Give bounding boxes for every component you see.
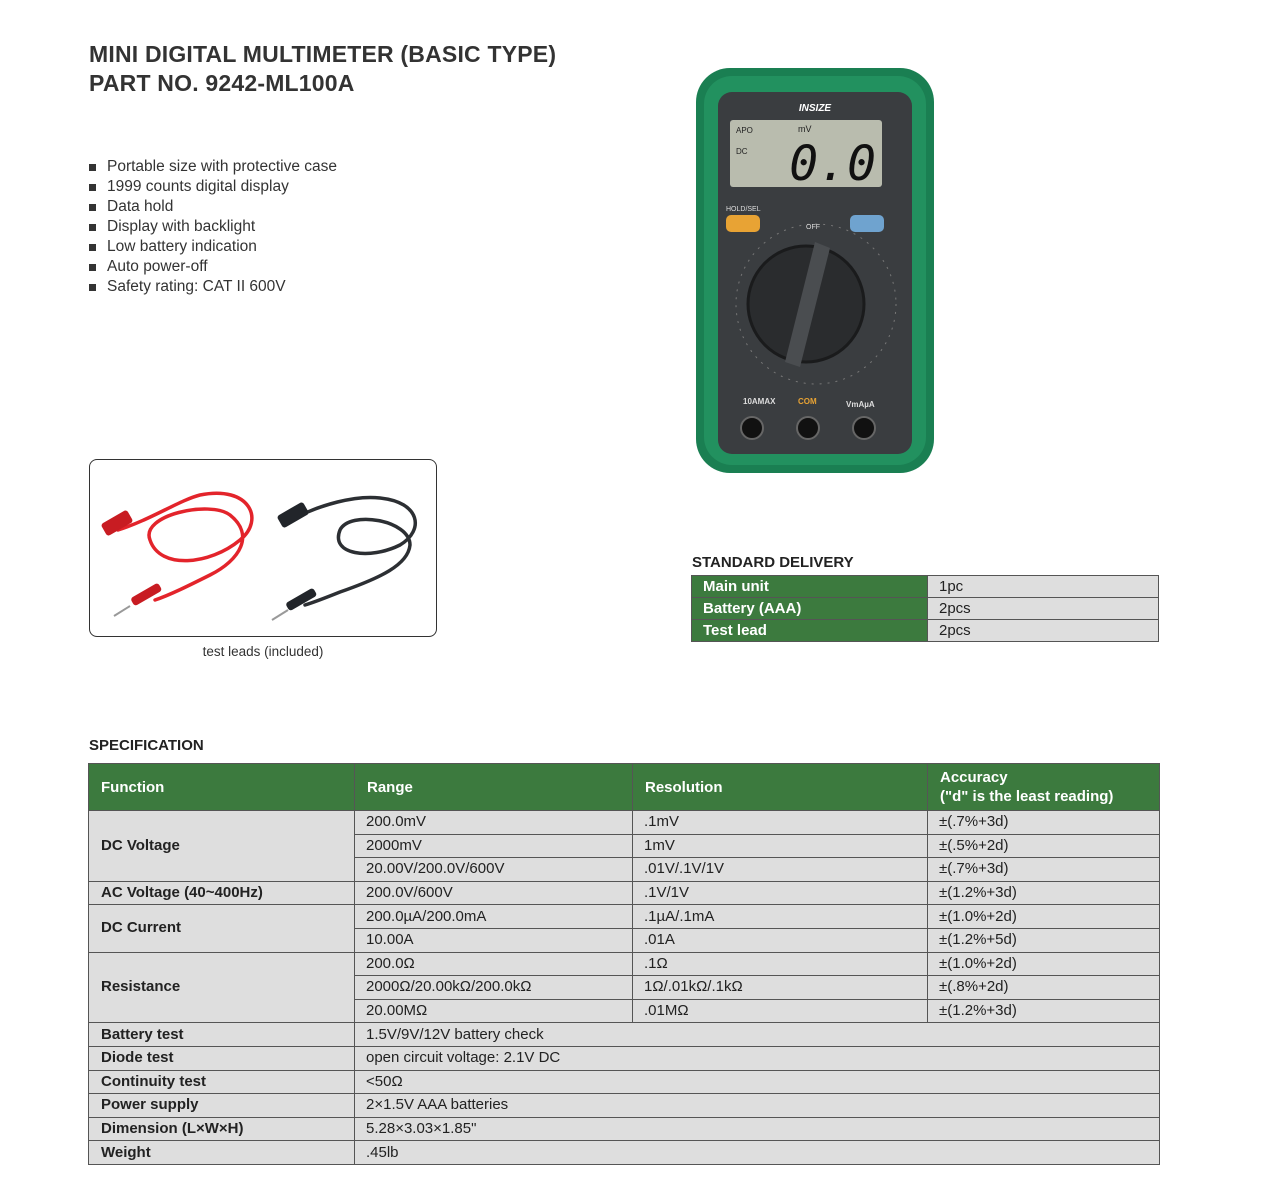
value-cell: 5.28×3.03×1.85": [355, 1117, 1160, 1141]
function-cell: Power supply: [89, 1094, 355, 1118]
port-v-jack[interactable]: [853, 417, 875, 439]
port-com-jack[interactable]: [797, 417, 819, 439]
standard-delivery-heading: STANDARD DELIVERY: [692, 554, 854, 571]
range-cell: 20.00V/200.0V/600V: [355, 858, 633, 882]
header-accuracy: [928, 764, 1160, 811]
hold-label: HOLD/SEL: [726, 206, 761, 213]
resolution-cell: 1Ω/.01kΩ/.1kΩ: [633, 976, 928, 1000]
lcd-unit: mV: [798, 124, 812, 134]
function-cell: Weight: [89, 1141, 355, 1165]
test-leads-image: [89, 459, 437, 637]
resolution-cell: .1µA/.1mA: [633, 905, 928, 929]
specification-heading: SPECIFICATION: [89, 737, 204, 754]
value-cell: 1.5V/9V/12V battery check: [355, 1023, 1160, 1047]
resolution-cell: 1mV: [633, 834, 928, 858]
function-cell: Dimension (L×W×H): [89, 1117, 355, 1141]
title-line-1: MINI DIGITAL MULTIMETER (BASIC TYPE): [89, 41, 557, 67]
function-cell: Continuity test: [89, 1070, 355, 1094]
accuracy-cell: ±(1.2%+3d): [928, 999, 1160, 1023]
specification-table: [88, 763, 1160, 1165]
range-cell: 2000Ω/20.00kΩ/200.0kΩ: [355, 976, 633, 1000]
feature-item: Data hold: [89, 197, 337, 217]
port-10a-label: 10AMAX: [743, 397, 776, 406]
table-row: [692, 576, 1159, 598]
table-row: [89, 952, 1160, 976]
feature-item: 1999 counts digital display: [89, 177, 337, 197]
test-leads-caption: test leads (included): [202, 644, 324, 659]
table-header-row: [89, 764, 1160, 811]
brand-label: INSIZE: [798, 103, 832, 114]
function-cell: Diode test: [89, 1046, 355, 1070]
accuracy-cell: ±(.5%+2d): [928, 834, 1160, 858]
delivery-item: Test lead: [692, 620, 928, 642]
feature-item: Low battery indication: [89, 237, 337, 257]
accuracy-cell: ±(1.2%+3d): [928, 881, 1160, 905]
delivery-item: Battery (AAA): [692, 598, 928, 620]
backlight-button[interactable]: [850, 215, 884, 232]
port-10a-jack[interactable]: [741, 417, 763, 439]
table-row: [89, 1070, 1160, 1094]
delivery-qty: 2pcs: [928, 620, 1159, 642]
range-cell: 200.0Ω: [355, 952, 633, 976]
feature-item: Portable size with protective case: [89, 157, 337, 177]
range-cell: 200.0µA/200.0mA: [355, 905, 633, 929]
range-cell: 200.0mV: [355, 811, 633, 835]
accuracy-cell: ±(1.0%+2d): [928, 952, 1160, 976]
multimeter-image: [690, 62, 940, 477]
delivery-qty: 1pc: [928, 576, 1159, 598]
lcd-apo: APO: [736, 126, 753, 135]
lcd-value: 0.0: [789, 136, 876, 192]
table-row: [692, 620, 1159, 642]
test-leads-illustration: [90, 460, 435, 635]
value-cell: .45lb: [355, 1141, 1160, 1165]
function-cell: Battery test: [89, 1023, 355, 1047]
feature-item: Display with backlight: [89, 217, 337, 237]
range-cell: 20.00MΩ: [355, 999, 633, 1023]
lcd-dc: DC: [736, 147, 748, 156]
delivery-item: Main unit: [692, 576, 928, 598]
table-row: [89, 1023, 1160, 1047]
delivery-qty: 2pcs: [928, 598, 1159, 620]
value-cell: 2×1.5V AAA batteries: [355, 1094, 1160, 1118]
resolution-cell: .1V/1V: [633, 881, 928, 905]
value-cell: <50Ω: [355, 1070, 1160, 1094]
feature-item: Safety rating: CAT II 600V: [89, 277, 337, 297]
function-cell: Resistance: [89, 952, 355, 1023]
accuracy-cell: ±(1.2%+5d): [928, 928, 1160, 952]
table-row: [89, 1141, 1160, 1165]
table-row: [89, 1094, 1160, 1118]
table-row: [89, 811, 1160, 835]
multimeter-illustration: [690, 62, 940, 477]
header-resolution: Resolution: [633, 764, 928, 811]
standard-delivery-table: [691, 575, 1159, 642]
title-line-2: PART NO. 9242-ML100A: [89, 70, 355, 96]
accuracy-cell: ±(1.0%+2d): [928, 905, 1160, 929]
accuracy-cell: ±(.8%+2d): [928, 976, 1160, 1000]
header-accuracy-line-1: Accuracy: [940, 769, 1008, 786]
resolution-cell: .01V/.1V/1V: [633, 858, 928, 882]
header-accuracy-line-2: ("d" is the least reading): [940, 788, 1114, 805]
header-range: Range: [355, 764, 633, 811]
hold-button[interactable]: [726, 215, 760, 232]
feature-item: Auto power-off: [89, 257, 337, 277]
resolution-cell: .01A: [633, 928, 928, 952]
page-title: [89, 40, 556, 98]
function-cell: DC Voltage: [89, 811, 355, 882]
feature-list: [89, 157, 337, 297]
function-cell: AC Voltage (40~400Hz): [89, 881, 355, 905]
value-cell: open circuit voltage: 2.1V DC: [355, 1046, 1160, 1070]
table-row: [89, 1117, 1160, 1141]
resolution-cell: .1Ω: [633, 952, 928, 976]
accuracy-cell: ±(.7%+3d): [928, 858, 1160, 882]
table-row: [692, 598, 1159, 620]
header-function: Function: [89, 764, 355, 811]
function-cell: DC Current: [89, 905, 355, 952]
table-row: [89, 881, 1160, 905]
range-cell: 2000mV: [355, 834, 633, 858]
off-label: OFF: [806, 224, 820, 231]
port-v-label: VmAµA: [846, 400, 875, 409]
table-row: [89, 1046, 1160, 1070]
range-cell: 10.00A: [355, 928, 633, 952]
resolution-cell: .1mV: [633, 811, 928, 835]
range-cell: 200.0V/600V: [355, 881, 633, 905]
table-row: [89, 905, 1160, 929]
resolution-cell: .01MΩ: [633, 999, 928, 1023]
accuracy-cell: ±(.7%+3d): [928, 811, 1160, 835]
port-com-label: COM: [798, 397, 817, 406]
